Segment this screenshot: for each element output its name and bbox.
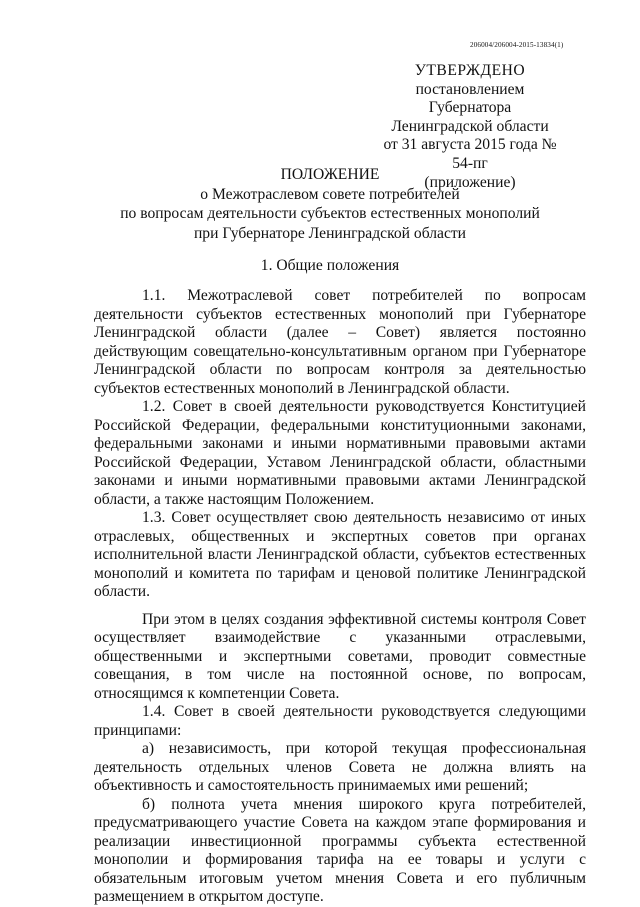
approval-line: Ленинградской области bbox=[391, 117, 549, 135]
title-heading: ПОЛОЖЕНИЕ bbox=[280, 166, 380, 183]
approval-line: (приложение) bbox=[424, 173, 516, 191]
paragraph: 1.4. Совет в своей деятельности руководствуется следующими принципами: bbox=[94, 703, 586, 739]
document-title bbox=[85, 165, 575, 243]
title-line: при Губернаторе Ленинградской области bbox=[193, 224, 467, 242]
title-line: по вопросам деятельности субъектов естественных монополий bbox=[120, 205, 540, 223]
section-heading: 1. Общие положения bbox=[260, 257, 400, 274]
approval-line: постановлением Губернатора bbox=[415, 80, 525, 117]
paragraph: 1.3. Совет осуществляет свою деятельность независимо от иных отраслевых, общественных и экспертных советов при органах исполнительной власти Ленинградской области, субъектов естественных монополий и комитета по тарифам и ценовой политике Ленинградской области. bbox=[94, 509, 586, 600]
list-item: а) независимость, при которой текущая профессиональная деятельность отдельных членов Совета не должна влиять на объективность и самостоятельность принимаемых ими решений; bbox=[94, 740, 586, 794]
paragraph: 1.1. Межотраслевой совет потребителей по вопросам деятельности субъектов естественных монополий при Губернаторе Ленинградской области (далее – Совет) является постоянно действующим совещательно-консультативным органом при Губернаторе Ленинградской области по вопросам контроля за деятельностью субъектов естественных монополий в Ленинградской области. bbox=[94, 287, 586, 397]
paragraph: 1.2. Совет в своей деятельности руководствуется Конституцией Российской Федерации, федеральными конституционными законами, федеральными законами и иными нормативными правовыми актами Российской Федерации, Уставом Ленинградской области, областными законами и иными нормативными правовыми актами Ленинградской области, а также настоящим Положением. bbox=[94, 398, 586, 508]
document-id: 206004/206004-2015-13834(1) bbox=[470, 41, 564, 49]
paragraph: При этом в целях создания эффективной системы контроля Совет осуществляет взаимодействие с указанными отраслевыми, общественными и экспертными советами, проводит совместные совещания, в том числе на постоянной основе, по вопросам, относящимся к компетенции Совета. bbox=[94, 610, 586, 702]
document-body bbox=[94, 287, 586, 907]
approval-date-line: от 31 августа 2015 года № 54-пг bbox=[383, 136, 557, 172]
list-item: б) полнота учета мнения широкого круга потребителей, предусматривающего участие Совета на каждом этапе формирования и реализации инвестиционной программы субъекта естественной монополии и формирования тарифа на ее товары и услуги с обязательным итоговым учетом мнения Совета и его публичным размещением в открытом доступе. bbox=[94, 795, 586, 905]
title-line: о Межотраслевом совете потребителей bbox=[200, 185, 460, 203]
approved-heading: УТВЕРЖДЕНО bbox=[414, 62, 526, 79]
